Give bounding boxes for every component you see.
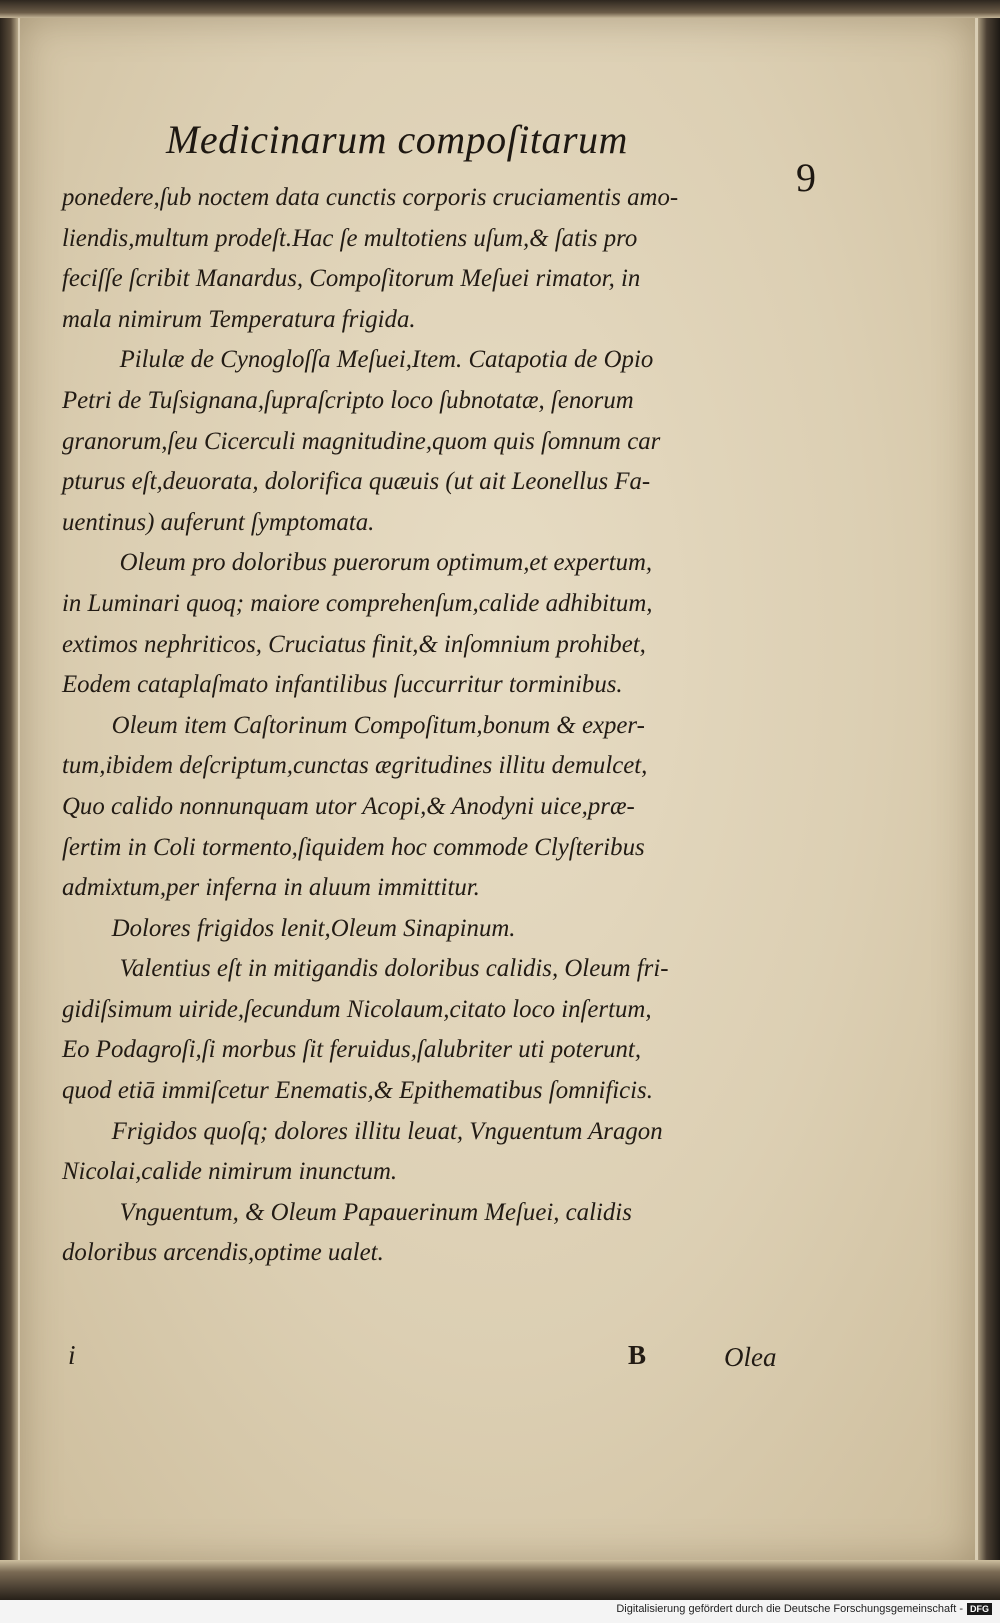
text-line: in Luminari quoq; maiore comprehenſum,calide adhibitum, xyxy=(62,589,653,617)
text-line: Eo Podagroſi,ſi morbus ſit feruidus,ſalubriter uti poterunt, xyxy=(62,1036,642,1064)
digitization-credit xyxy=(616,1603,992,1615)
text-line: mala nimirum Temperatura frigida. xyxy=(62,305,416,333)
text-line: gidiſsimum uiride,ſecundum Nicolaum,citato loco inſertum, xyxy=(62,995,652,1023)
paragraph-start-line: Dolores frigidos lenit,Oleum Sinapinum. xyxy=(111,914,516,942)
page-footer xyxy=(62,1340,802,1380)
text-line: feciſſe ſcribit Manardus, Compoſitorum Meſuei rimator, in xyxy=(62,265,641,293)
text-line: ſertim in Coli tormento,ſiquidem hoc commode Clyſteribus xyxy=(62,833,645,861)
text-line: ponedere,ſub noctem data cunctis corporis cruciamentis amo- xyxy=(62,184,679,211)
paragraph-start-line: Vnguentum, & Oleum Papauerinum Meſuei, calidis xyxy=(119,1198,632,1226)
running-title: Medicinarum compoſitarum xyxy=(166,117,628,162)
paragraph-start-line: Oleum item Caſtorinum Compoſitum,bonum & exper- xyxy=(111,711,645,739)
signature-mark: i xyxy=(68,1340,76,1370)
text-line: liendis,multum prodeſt.Hac ſe multotiens uſum,& ſatis pro xyxy=(62,224,638,252)
text-line: pturus eſt,deuorata, dolorifica quæuis (ut ait Leonellus Fa- xyxy=(62,468,651,496)
paper-page xyxy=(20,18,975,1563)
text-line: admixtum,per inferna in aluum immittitur. xyxy=(62,874,480,902)
paragraph-start-line: Oleum pro doloribus puerorum optimum,et expertum, xyxy=(119,549,653,577)
book-edge-left xyxy=(0,0,18,1600)
page-number: 9 xyxy=(796,155,816,200)
dfg-logo-icon: DFG xyxy=(967,1603,992,1615)
text-line: Quo calido nonnunquam utor Acopi,& Anodyni uice,præ- xyxy=(62,792,635,820)
body-text xyxy=(62,178,822,1274)
credit-text: Digitalisierung gefördert durch die Deutsche Forschungsgemeinschaft - xyxy=(616,1603,963,1615)
book-edge-right xyxy=(978,0,1000,1600)
paragraph-start-line: Frigidos quoſq; dolores illitu leuat, Vnguentum Aragon xyxy=(111,1117,663,1145)
page-header xyxy=(166,116,886,200)
text-line: doloribus arcendis,optime ualet. xyxy=(62,1239,384,1267)
text-line: Eodem cataplaſmato infantilibus ſuccurritur torminibus. xyxy=(62,671,623,699)
text-line: uentinus) auferunt ſymptomata. xyxy=(62,508,375,536)
text-line: Petri de Tuſsignana,ſupraſcripto loco ſubnotatæ, ſenorum xyxy=(62,386,634,414)
book-edge-bottom xyxy=(0,1560,1000,1600)
signature-letter: B xyxy=(628,1340,647,1370)
paragraph-start-line: Valentius eſt in mitigandis doloribus calidis, Oleum fri- xyxy=(119,955,669,983)
text-line: granorum,ſeu Cicerculi magnitudine,quom quis ſomnum car xyxy=(62,427,661,455)
text-line: quod etiā immiſcetur Enematis,& Epithematibus ſomnificis. xyxy=(62,1077,653,1105)
catchword: Olea xyxy=(724,1342,777,1372)
text-line: extimos nephriticos, Cruciatus finit,& inſomnium prohibet, xyxy=(62,630,646,658)
book-edge-top xyxy=(0,0,1000,18)
text-line: tum,ibidem deſcriptum,cunctas ægritudines illitu demulcet, xyxy=(62,752,648,780)
paragraph-start-line: Pilulæ de Cynogloſſa Meſuei,Item. Catapotia de Opio xyxy=(119,346,654,374)
text-line: Nicolai,calide nimirum inunctum. xyxy=(62,1158,398,1186)
